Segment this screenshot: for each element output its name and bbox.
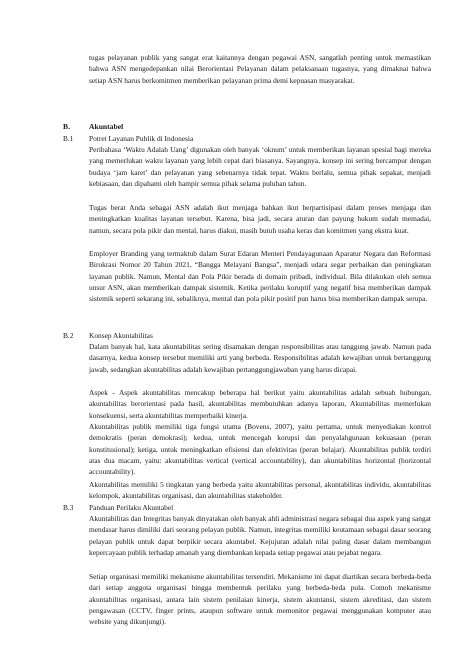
subsection-title: Panduan Perilaku Akuntabel — [89, 503, 174, 512]
body-paragraph: Akuntabilitas dan Integritas banyak dinyatakan oleh banyak ahli administrasi negara sebagai dua aspek yang sangat mendasar harus dimiliki dari seorang pelayan publik. Namun, integritas memiliki keutamaan sebagai dasar seorang pelayan publik untuk dapat berpikir secara akuntabel. Kejujuran adalah nilai paling dasar dalam membangun kepercayaan publik terhadap amanah yang diembankan kepada setiap pegawai atau pejabat negara. — [89, 514, 431, 557]
body-paragraph: Dalam banyak hal, kata akuntabilitas sering disamakan dengan responsibilitas atau tanggung jawab. Namun pada dasarnya, kedua konsep tersebut memiliki arti yang berbeda. Responsibilitas adalah kewajiban untuk bertanggung jawab, sedangkan akuntabilitas adalah kewajiban pertanggungjawaban yang harus dicapai. — [89, 342, 431, 374]
body-paragraph: Setiap organisasi memiliki mekanisme akuntabilitas tersendiri. Mekanisme ini dapat diartikan secara berbeda-beda dari setiap anggota organisasi hingga membentuk perilaku yang berbeda-beda pula. Contoh mekanisme akuntabilitas organisasi, antara lain sistem penilaian kinerja, sistem akuntansi, sistem akreditasi, dan sistem pengawasan (CCTV, finger prints, ataupun software untuk memonitor pegawai menggunakan komputer atau website yang dikunjungi). — [89, 572, 431, 627]
body-paragraph: Akuntabilitas publik memiliki tiga fungsi utama (Bovens, 2007), yaitu pertama, untuk menyediakan kontrol demokratis (peran demokrasi); kedua, untuk mencegah korupsi dan penyalahgunaan kekuasaan (peran konstitusional); ketiga, untuk meningkatkan efisiensi dan efektivitas (peran belajar). Akuntabilitas publik terdiri atas dua macam, yaitu: akuntabilitas vertical (vertical accountability), dan akuntabilitas horizontal (horizontal accountability). — [89, 422, 431, 477]
body-paragraph: Akuntabilitas memiliki 5 tingkatan yang berbeda yaitu akuntabilitas personal, akuntabilitas individu, akuntabilitas kelompok, akuntabilitas organisasi, dan akuntabilitas stakeholder. — [89, 480, 431, 501]
section-title: Akuntabel — [89, 122, 124, 131]
body-paragraph: Tugas berat Anda sebagai ASN adalah ikut menjaga bahkan ikut berpartisipasi dalam proses menjaga dan meningkatkan kualitas layanan tersebut. Karena, bisa jadi, secara aturan dan payung hukum sudah memadai, namun, secara pola pikir dan mental, harus diakui, masih butuh usaha keras dan komitmen yang ekstra kuat. — [89, 203, 431, 235]
body-paragraph: Peribahasa ‘Waktu Adalah Uang’ digunakan oleh banyak ‘oknum’ untuk memberikan layanan spesial bagi mereka yang memerlukan waktu layanan yang lebih cepat dari biasanya. Sayangnya, konsep ini sering bercampur dengan budaya ‘jam karet’ dan pelayanan yang sebenarnya tidak tepat. Waktu berlalu, semua pihak sepakat, menjadi kebiasaan, dan dipahami oleh hampir semua pihak selama puluhan tahun. — [89, 145, 431, 188]
body-paragraph: Aspek - Aspek akuntabilitas mencakup beberapa hal berikut yaitu akuntabilitas adalah sebuah hubungan, akuntabilitas berorientasi pada hasil, akuntabilitas membutuhkan adanya laporan, Akuntabilitas memerlukan konsekuensi, serta akuntabilitas memperbaiki kinerja. — [89, 388, 431, 420]
subsection-title: Konsep Akuntabilitas — [89, 331, 153, 340]
subsection-number: B.1 — [63, 134, 74, 143]
intro-paragraph: tugas pelayanan publik yang sangat erat kaitannya dengan pegawai ASN, sangatlah penting untuk memastikan bahwa ASN mengedepankan nilai Berorientasi Pelayanan dalam pelaksanaan tugasnya, yang dimaknai bahwa setiap ASN harus berkomitmen memberikan pelayanan prima demi kepuasan masyarakat. — [89, 53, 431, 85]
subsection-number: B.2 — [63, 331, 74, 340]
subsection-number: B.3 — [63, 503, 74, 512]
section-number: B. — [63, 122, 70, 131]
subsection-title: Potret Layanan Publik di Indonesia — [89, 134, 194, 143]
body-paragraph: Employer Branding yang termaktub dalam Surat Edaran Menteri Pendayagunaan Aparatur Negara dan Reformasi Birokrasi Nomor 20 Tahun 2021, “Bangga Melayani Bangsa”, menjadi udara segar perbaikan dan peningkatan layanan publik. Namun, Mental dan Pola Pikir berada di domain pribadi, individual. Bila dilakukan oleh semua unsur ASN, akan memberikan dampak sistemik. Ketika perilaku koruptif yang negatif bisa memberikan dampak sistemik seperti sekarang ini, sebaliknya, mental dan pola pikir positif pun harus bisa memberikan dampak serupa. — [89, 249, 431, 304]
